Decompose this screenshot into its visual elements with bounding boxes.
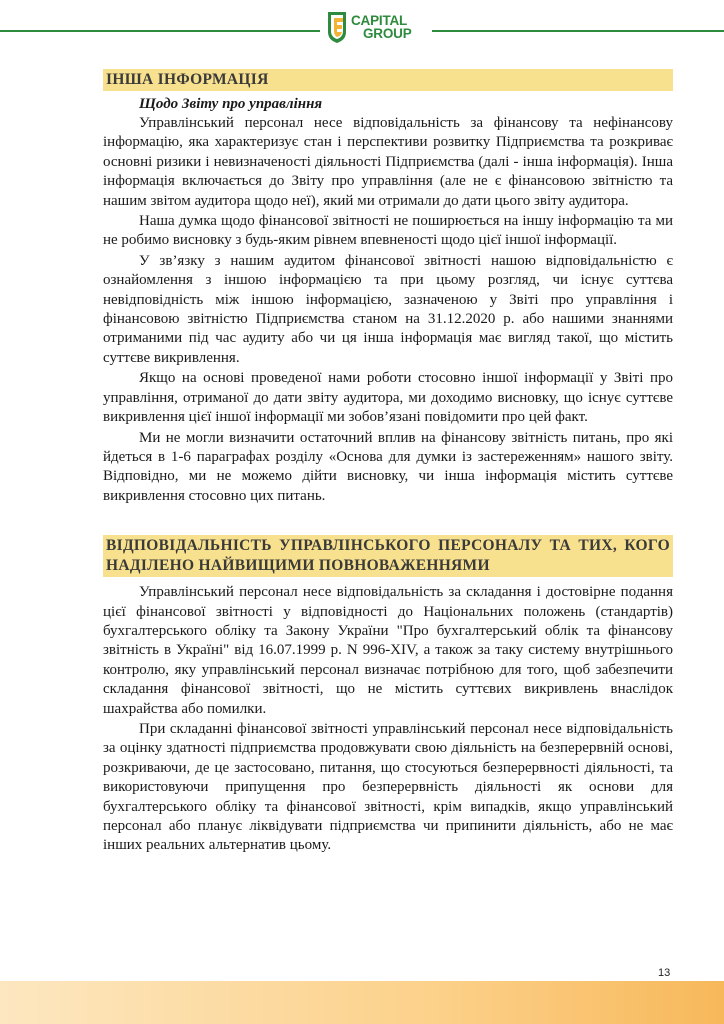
- paragraph: Ми не могли визначити остаточний вплив на фінансову звітність питань, про які йдеться в 1-6 параграфах розділу «Основа для думки із застереженням» нашого звіту. Відповідно, ми не можемо дійти висновку, чи інша інформація містить суттєве викривлення стосовно цих питань.: [103, 429, 673, 504]
- logo-emblem-icon: [326, 10, 348, 44]
- paragraph: Управлінський персонал несе відповідальність за складання і достовірне подання цієї фінансової звітності у відповідності до Національних положень (стандартів) бухгалтерського обліку та Закону України "Про бухгалтерський облік та фінансову звітність в Україні" від 16.07.1999 р. N 996-XIV, а також за таку систему внутрішнього контролю, яку управлінський персонал визначає потрібною для того, щоб забезпечити складання фінансової звітності, що не містить суттєвих викривлень внаслідок шахрайства або помилки.: [103, 584, 673, 717]
- logo-text-line2: GROUP: [363, 26, 412, 41]
- paragraph: Якщо на основі проведеної нами роботи стосовно іншої інформації у Звіті про управління, отриманої до дати звіту аудитора, ми доходимо висновку, що існує суттєве викривлення цієї іншої інформації ми зобов’язані повідомити про цей факт.: [103, 370, 673, 426]
- paragraph: У зв’язку з нашим аудитом фінансової звітності нашою відповідальністю є ознайомлення з іншою інформацією та при цьому розгляд, чи існує суттєва невідповідність між іншою інформацією, зазначеною у Звіті про управління і фінансовою звітністю Підприємства станом на 31.12.2020 р. або нашими знаннями отриманими під час аудиту або чи ця інша інформація має вигляд такої, що містить суттєве викривлення.: [103, 252, 673, 366]
- section-heading-management-responsibility: ВІДПОВІДАЛЬНІСТЬ УПРАВЛІНСЬКОГО ПЕРСОНАЛУ ТА ТИХ, КОГО НАДІЛЕНО НАЙВИЩИМИ ПОВНОВАЖЕННЯМИ: [103, 535, 673, 577]
- page-number: 13: [658, 967, 671, 979]
- page-content: [103, 69, 673, 857]
- subsection-title: Щодо Звіту про управління: [139, 96, 323, 112]
- paragraph: При складанні фінансової звітності управлінський персонал несе відповідальність за оцінку здатності підприємства продовжувати свою діяльність на безперервній основі, розкриваючи, де це застосовано, питання, що стосуються безперервності діяльності, та використовуючи припущення про безперервність діяльності як основи для бухгалтерського обліку та фінансової звітності, крім випадків, якщо управлінський персонал або планує ліквідувати підприємства чи припинити діяльність, або не має інших реальних альтернатив цьому.: [103, 720, 673, 854]
- section-heading-other-information: ІНША ІНФОРМАЦІЯ: [103, 69, 673, 91]
- paragraph: Управлінський персонал несе відповідальність за фінансову та нефінансову інформацію, яка характеризує стан і перспективи розвитку Підприємства та розкриває основні ризики і невизначеності діяльності Підприємства (далі - інша інформація). Інша інформація включається до Звіту про управління (але не є фінансовою звітністю та нашим звітом аудитора щодо неї), який ми отримали до дати цього звіту аудитора.: [103, 115, 673, 209]
- company-logo: [320, 4, 432, 50]
- footer-band: [0, 981, 724, 1024]
- paragraph: Наша думка щодо фінансової звітності не поширюється на іншу інформацію та ми не робимо висновку з будь-яким рівнем впевненості щодо цієї іншої інформації.: [103, 213, 673, 249]
- logo-text-line1: CAPITAL: [351, 13, 408, 28]
